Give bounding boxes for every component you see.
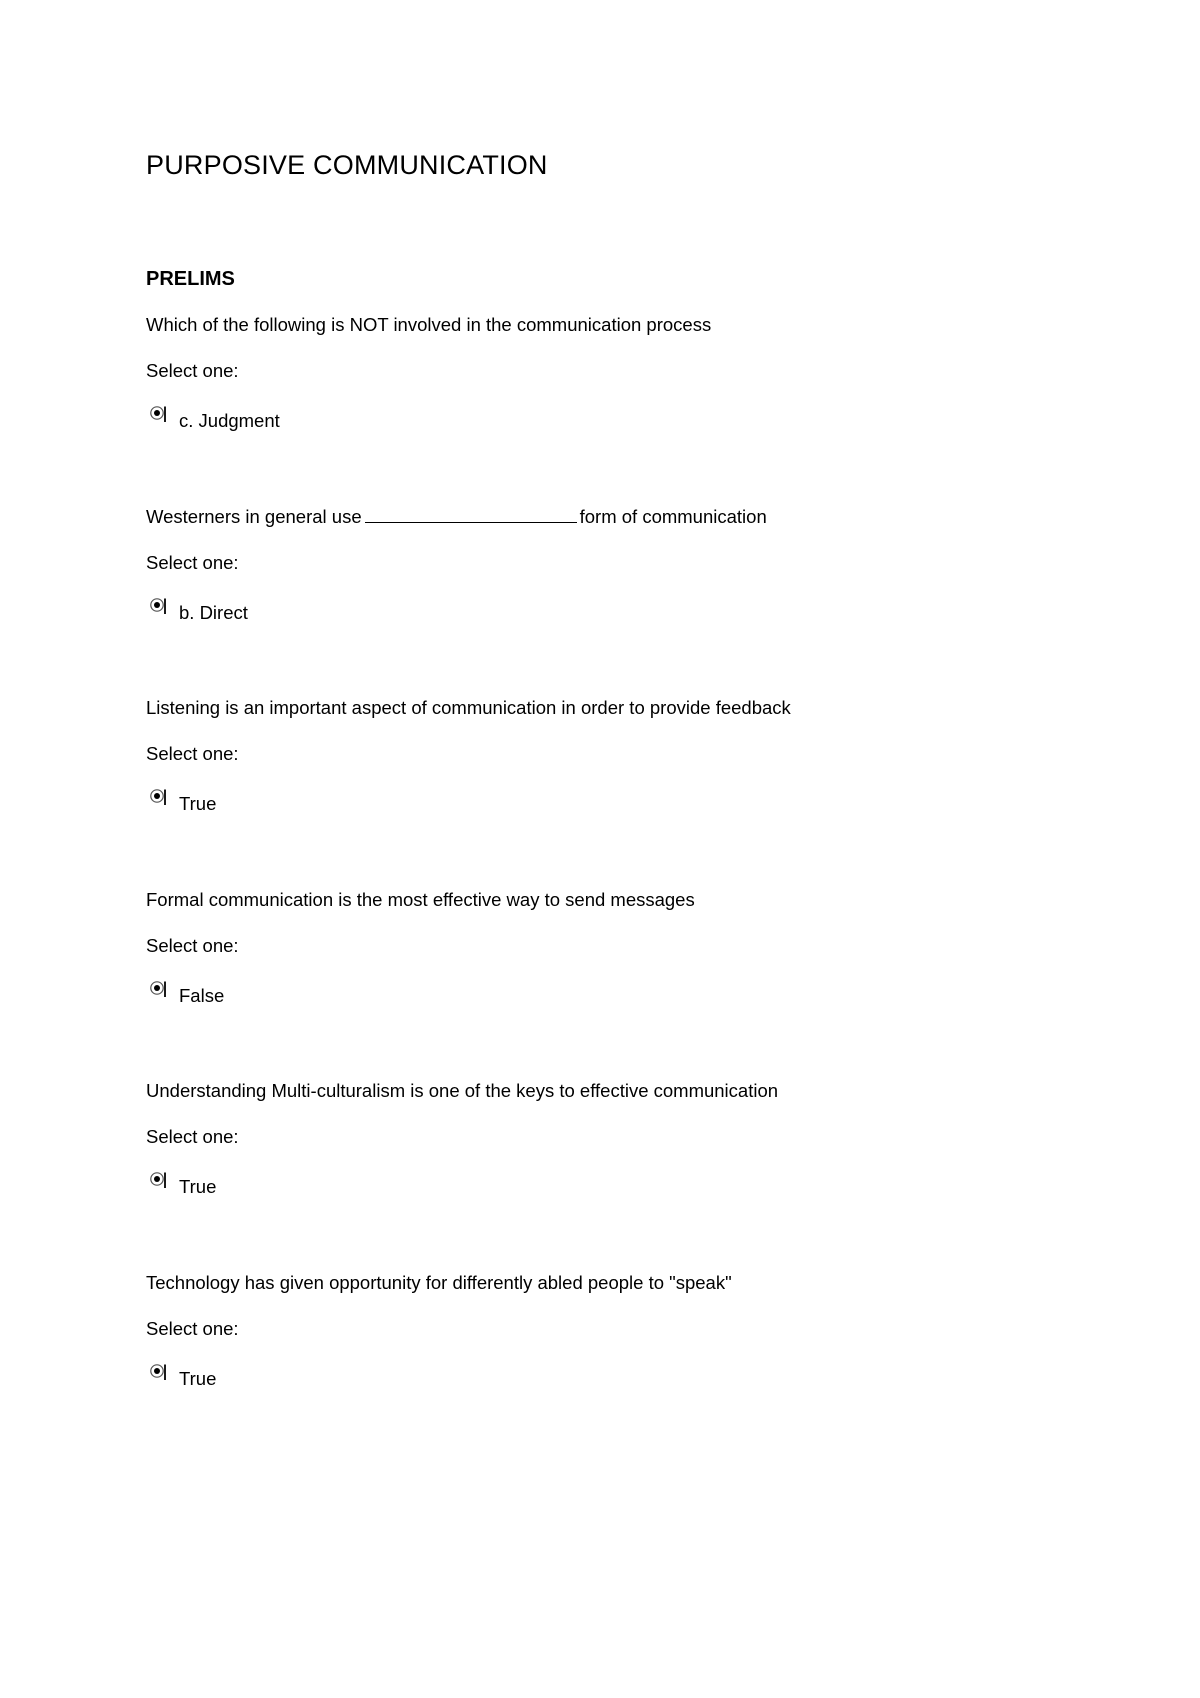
select-one-label: Select one:: [146, 552, 239, 573]
question-block: [146, 888, 1086, 1018]
question-text-main: Understanding Multi-culturalism is one of the keys to effective communication: [146, 1080, 779, 1101]
answer-option[interactable]: [146, 1169, 546, 1199]
radio-selected-icon[interactable]: [149, 405, 169, 425]
answer-option[interactable]: [146, 403, 546, 433]
question-block: [146, 1271, 1086, 1401]
select-one-label: Select one:: [146, 1318, 239, 1339]
answer-option[interactable]: [146, 978, 546, 1008]
answer-label: True: [179, 1368, 217, 1389]
section-title: PRELIMS: [146, 268, 235, 290]
select-one-label: Select one:: [146, 743, 239, 764]
question-text: [146, 505, 767, 529]
answer-option[interactable]: [146, 1361, 546, 1391]
question-text-after: form of communication: [579, 506, 767, 527]
radio-selected-icon[interactable]: [149, 1363, 169, 1383]
question-text-main: Listening is an important aspect of communication in order to provide feedback: [146, 697, 791, 718]
answer-label: False: [179, 985, 225, 1006]
question-text-main: Technology has given opportunity for differently abled people to "speak": [146, 1272, 732, 1293]
question-text: [146, 888, 695, 912]
answer-label: b. Direct: [179, 602, 248, 623]
answer-label: True: [179, 1176, 217, 1197]
document-title: PURPOSIVE COMMUNICATION: [146, 150, 548, 180]
select-one-label: Select one:: [146, 1126, 239, 1147]
answer-label: c. Judgment: [179, 410, 280, 431]
radio-selected-icon[interactable]: [149, 597, 169, 617]
radio-selected-icon[interactable]: [149, 980, 169, 1000]
question-block: [146, 313, 1086, 443]
answer-label: True: [179, 793, 217, 814]
select-one-label: Select one:: [146, 360, 239, 381]
answer-option[interactable]: [146, 595, 546, 625]
question-text-main: Westerners in general use: [146, 506, 362, 527]
question-text: [146, 313, 711, 337]
question-block: [146, 505, 1086, 635]
fill-in-blank: [365, 507, 577, 523]
question-text-main: Which of the following is NOT involved in the communication process: [146, 314, 712, 335]
question-text: [146, 1079, 778, 1103]
radio-selected-icon[interactable]: [149, 1171, 169, 1191]
select-one-label: Select one:: [146, 935, 239, 956]
question-block: [146, 1079, 1086, 1209]
answer-option[interactable]: [146, 786, 546, 816]
question-text: [146, 1271, 732, 1295]
question-text-main: Formal communication is the most effective way to send messages: [146, 889, 695, 910]
radio-selected-icon[interactable]: [149, 788, 169, 808]
question-text: [146, 696, 791, 720]
question-block: [146, 696, 1086, 826]
